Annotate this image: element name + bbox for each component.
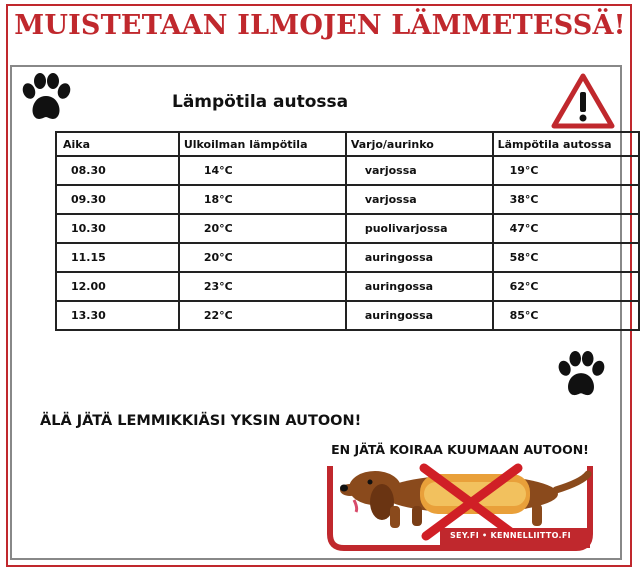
column-header-car-temp: Lämpötila autossa xyxy=(493,132,639,156)
table-header-row xyxy=(56,132,639,156)
campaign-badge xyxy=(320,438,600,554)
cell-time: 09.30 xyxy=(56,185,179,214)
column-header-time: Aika xyxy=(56,132,179,156)
table-row xyxy=(56,301,639,330)
table-row xyxy=(56,243,639,272)
cell-outside-temp: 23°C xyxy=(179,272,346,301)
cell-outside-temp: 20°C xyxy=(179,243,346,272)
badge-title: EN JÄTÄ KOIRAA KUUMAAN AUTOON! xyxy=(331,442,589,457)
cell-car-temp: 47°C xyxy=(493,214,639,243)
cell-shade: varjossa xyxy=(346,156,493,185)
cell-outside-temp: 22°C xyxy=(179,301,346,330)
cell-car-temp: 58°C xyxy=(493,243,639,272)
cell-shade: auringossa xyxy=(346,301,493,330)
paw-print-icon xyxy=(20,72,72,124)
table-row xyxy=(56,272,639,301)
table-row xyxy=(56,214,639,243)
headline: MUISTETAAN ILMOJEN LÄMMETESSÄ! xyxy=(14,10,626,41)
cell-time: 12.00 xyxy=(56,272,179,301)
badge-footer: SEY.FI • KENNELLIITTO.FI xyxy=(450,531,571,540)
cell-shade: puolivarjossa xyxy=(346,214,493,243)
cell-time: 10.30 xyxy=(56,214,179,243)
table-row xyxy=(56,156,639,185)
cell-shade: auringossa xyxy=(346,243,493,272)
cell-car-temp: 38°C xyxy=(493,185,639,214)
column-header-shade: Varjo/aurinko xyxy=(346,132,493,156)
column-header-outside-temp: Ulkoilman lämpötila xyxy=(179,132,346,156)
table-row xyxy=(56,185,639,214)
cell-time: 13.30 xyxy=(56,301,179,330)
cell-time: 08.30 xyxy=(56,156,179,185)
warning-triangle-icon xyxy=(550,72,616,130)
cell-outside-temp: 18°C xyxy=(179,185,346,214)
cell-shade: auringossa xyxy=(346,272,493,301)
table-title: Lämpötila autossa xyxy=(172,92,349,112)
temperature-table xyxy=(55,131,640,331)
slogan: ÄLÄ JÄTÄ LEMMIKKIÄSI YKSIN AUTOON! xyxy=(40,413,362,429)
cell-outside-temp: 14°C xyxy=(179,156,346,185)
paw-print-icon xyxy=(556,350,606,400)
cell-outside-temp: 20°C xyxy=(179,214,346,243)
cell-time: 11.15 xyxy=(56,243,179,272)
cell-car-temp: 19°C xyxy=(493,156,639,185)
cell-car-temp: 62°C xyxy=(493,272,639,301)
cell-shade: varjossa xyxy=(346,185,493,214)
cell-car-temp: 85°C xyxy=(493,301,639,330)
